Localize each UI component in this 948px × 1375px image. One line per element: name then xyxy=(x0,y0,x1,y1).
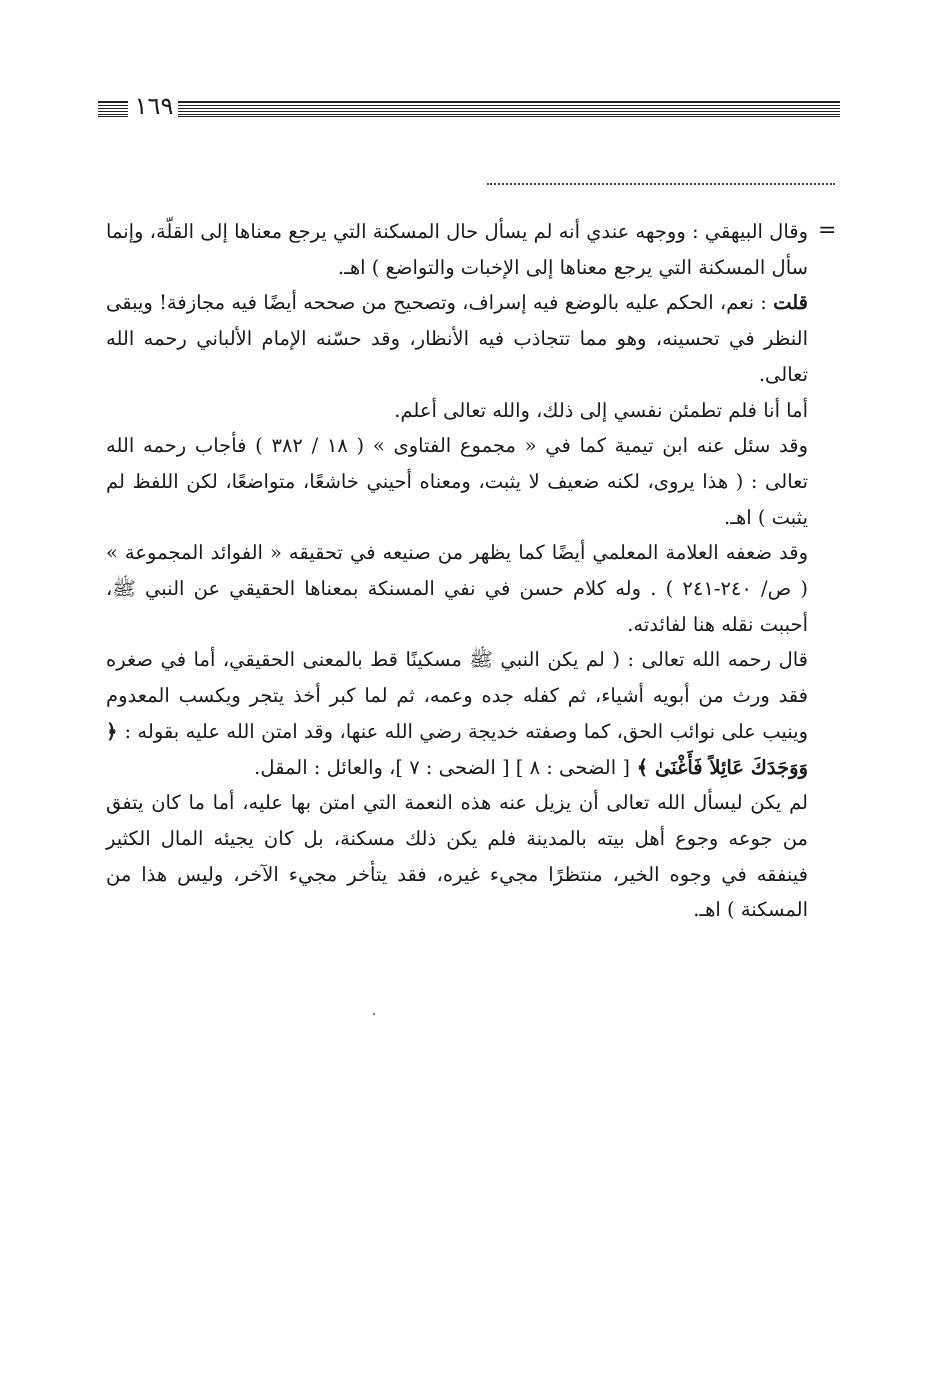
paragraph xyxy=(106,785,808,928)
qult-label: قلت xyxy=(773,291,808,315)
paragraph-text: وقد سئل عنه ابن تيمية كما في « مجموع الفتاوى » ( ١٨ / ٣٨٢ ) فأجاب رحمه الله تعالى : ( هذا يروى، لكنه ضعيف لا يثبت، ومعناه أحيني خاشعًا، متواضعًا، لكن اللفظ لم يثبت ) اهـ. xyxy=(106,434,809,529)
quran-verse: ﴿ وَوَجَدَكَ عَائِلاً فَأَغْنَىٰ ﴾ xyxy=(106,719,808,779)
stray-dot xyxy=(373,1013,375,1015)
page-number: ١٦٩ xyxy=(134,92,174,120)
paragraph xyxy=(106,428,808,535)
paragraph xyxy=(106,285,808,392)
paragraph xyxy=(106,535,808,642)
paragraph-text: : نعم، الحكم عليه بالوضع فيه إسراف، وتصحيح من صححه أيضًا فيه مجازفة! ويبقى النظر في تحسينه، وهو مما تتجاذب فيه الأنظار، وقد حسّنه الإمام الألباني رحمه الله تعالى. xyxy=(106,291,808,386)
verse-reference: [ الضحى : ٨ ] [ الضحى : ٧ ]، والعائل : المقل. xyxy=(254,755,630,779)
paragraph-text: وقال البيهقي : ووجهه عندي أنه لم يسأل حال المسكنة التي يرجع معناها إلى القلّة، وإنما سأل المسكنة التي يرجع معناها إلى الإخبات والتواضع ) اهـ. xyxy=(106,220,808,279)
paragraph xyxy=(106,393,808,429)
paragraph xyxy=(106,214,808,285)
paragraph xyxy=(106,642,808,785)
header-rule xyxy=(178,101,840,117)
continuation-mark: = xyxy=(818,218,837,243)
footnote-separator xyxy=(487,183,835,185)
paragraph-text: لم يكن ليسأل الله تعالى أن يزيل عنه هذه النعمة التي امتن بها عليه، أما ما كان يتفق من جوعه وجوع أهل بيته بالمدينة فلم يكن ذلك مسكنة، بل كان يجيئه المال الكثير فينفقه في وجوه الخير، منتظرًا مجيء غيره، فقد يتأخر مجيء الآخر، وليس هذا من المسكنة ) اهـ. xyxy=(106,791,808,922)
header-rule-short xyxy=(98,101,128,117)
paragraph-text: أما أنا فلم تطمئن نفسي إلى ذلك، والله تعالى أعلم. xyxy=(394,398,808,422)
paragraph-text: وقد ضعفه العلامة المعلمي أيضًا كما يظهر من صنيعه في تحقيقه « الفوائد المجموعة » ( ص/ ٢٤٠-٢٤١ ) . وله كلام حسن في نفي المسنكة بمعناها الحقيقي عن النبي ﷺ، أحببت نقله هنا لفائدته. xyxy=(106,541,809,636)
footnote-body xyxy=(106,214,808,928)
paragraph-text: قال رحمه الله تعالى : ( لم يكن النبي ﷺ مسكينًا قط بالمعنى الحقيقي، أما في صغره فقد ورث من أبويه أشياء، ثم كفله جده وعمه، ثم لما كبر أخذ يتجر ويكسب المعدوم وينيب على نوائب الحق، كما وصفته خديجة رضي الله عنها، وقد امتن الله عليه بقوله : xyxy=(106,648,808,743)
